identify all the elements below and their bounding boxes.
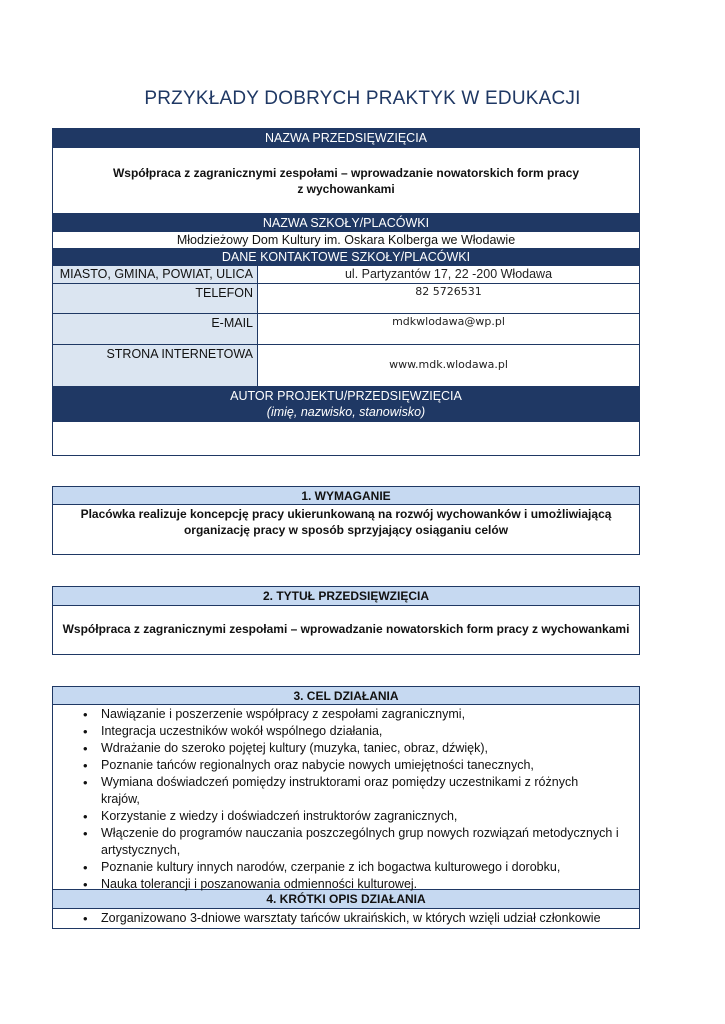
goal-item: • Integracja uczestników wokół wspólnego działania, bbox=[53, 723, 639, 740]
contact-row-email bbox=[53, 314, 639, 345]
goals-header: 3. CEL DZIAŁANIA bbox=[53, 687, 639, 705]
address-value: ul. Partyzantów 17, 22 -200 Włodawa bbox=[344, 267, 553, 281]
goal-item: • Poznanie tańców regionalnych oraz nabycie nowych umiejętności tanecznych, bbox=[53, 757, 639, 774]
school-name: Młodzieżowy Dom Kultury im. Oskara Kolberga we Włodawie bbox=[53, 232, 639, 249]
requirement-line-1: Placówka realizuje koncepcję pracy ukierunkowaną na rozwój wychowanków i umożliwiającą bbox=[80, 507, 612, 521]
phone-value: 82 5726531 bbox=[415, 285, 482, 298]
website-label: STRONA INTERNETOWA bbox=[53, 345, 258, 386]
contact-header: DANE KONTAKTOWE SZKOŁY/PLACÓWKI bbox=[53, 249, 639, 266]
description-header: 4. KRÓTKI OPIS DZIAŁANIA bbox=[53, 890, 639, 909]
author-value bbox=[53, 422, 639, 456]
contact-row-website bbox=[53, 345, 639, 387]
requirement-text bbox=[53, 505, 639, 538]
project-name-cell bbox=[53, 148, 639, 214]
project-name-header: NAZWA PRZEDSIĘWZIĘCIA bbox=[53, 129, 639, 148]
contact-row-phone bbox=[53, 284, 639, 314]
goals-list-cell bbox=[53, 705, 639, 890]
email-label: E-MAIL bbox=[53, 314, 258, 344]
goal-item: • Poznanie kultury innych narodów, czerpanie z ich bogactwa kulturowego i dorobku, bbox=[53, 859, 639, 876]
description-list bbox=[53, 909, 639, 927]
website-value[interactable]: www.mdk.wlodawa.pl bbox=[389, 358, 508, 371]
goal-item: • Włączenie do programów nauczania poszczególnych grup nowych rozwiązań metodycznych i artystycznych, bbox=[53, 825, 639, 859]
requirement-line-2: organizację pracy w sposób sprzyjający osiąganiu celów bbox=[183, 523, 509, 537]
goal-item: • Korzystanie z wiedzy i doświadczeń instruktorów zagranicznych, bbox=[53, 808, 639, 825]
goal-item: • Wdrażanie do szeroko pojętej kultury (muzyka, taniec, obraz, dźwięk), bbox=[53, 740, 639, 757]
project-name-line-1: Współpraca z zagranicznymi zespołami – wprowadzanie nowatorskich form pracy bbox=[112, 166, 580, 180]
requirement-section bbox=[52, 486, 640, 555]
goal-item: • Nauka tolerancji i poszanowania odmienności kulturowej. bbox=[53, 876, 639, 893]
description-item: • Zorganizowano 3-dniowe warsztaty tańców ukraińskich, w których wzięli udział członkowie bbox=[53, 910, 639, 927]
title-section-text: Współpraca z zagranicznymi zespołami – wprowadzanie nowatorskich form pracy z wychowankami bbox=[62, 622, 630, 636]
goals-list bbox=[53, 706, 639, 893]
goals-section bbox=[52, 686, 640, 929]
page-title: PRZYKŁADY DOBRYCH PRAKTYK W EDUKACJI bbox=[144, 88, 581, 109]
goal-item: • Wymiana doświadczeń pomiędzy instruktorami oraz pomiędzy uczestnikami z różnych krajów, bbox=[53, 774, 639, 808]
email-value[interactable]: mdkwlodawa@wp.pl bbox=[392, 315, 505, 328]
phone-label: TELEFON bbox=[53, 284, 258, 313]
goal-item: • Nawiązanie i poszerzenie współpracy z zespołami zagranicznymi, bbox=[53, 706, 639, 723]
school-header: NAZWA SZKOŁY/PLACÓWKI bbox=[53, 214, 639, 232]
author-header: AUTOR PROJEKTU/PRZEDSIĘWZIĘCIA bbox=[230, 389, 462, 403]
title-section bbox=[52, 586, 640, 655]
project-name-line-2: z wychowankami bbox=[297, 182, 395, 196]
title-section-header: 2. TYTUŁ PRZEDSIĘWZIĘCIA bbox=[53, 587, 639, 606]
contact-row-address bbox=[53, 266, 639, 284]
author-subheader: (imię, nazwisko, stanowisko) bbox=[266, 405, 426, 419]
address-label: MIASTO, GMINA, POWIAT, ULICA bbox=[53, 266, 258, 283]
project-info-form bbox=[52, 128, 640, 456]
author-header-cell bbox=[53, 387, 639, 422]
requirement-header: 1. WYMAGANIE bbox=[53, 487, 639, 505]
